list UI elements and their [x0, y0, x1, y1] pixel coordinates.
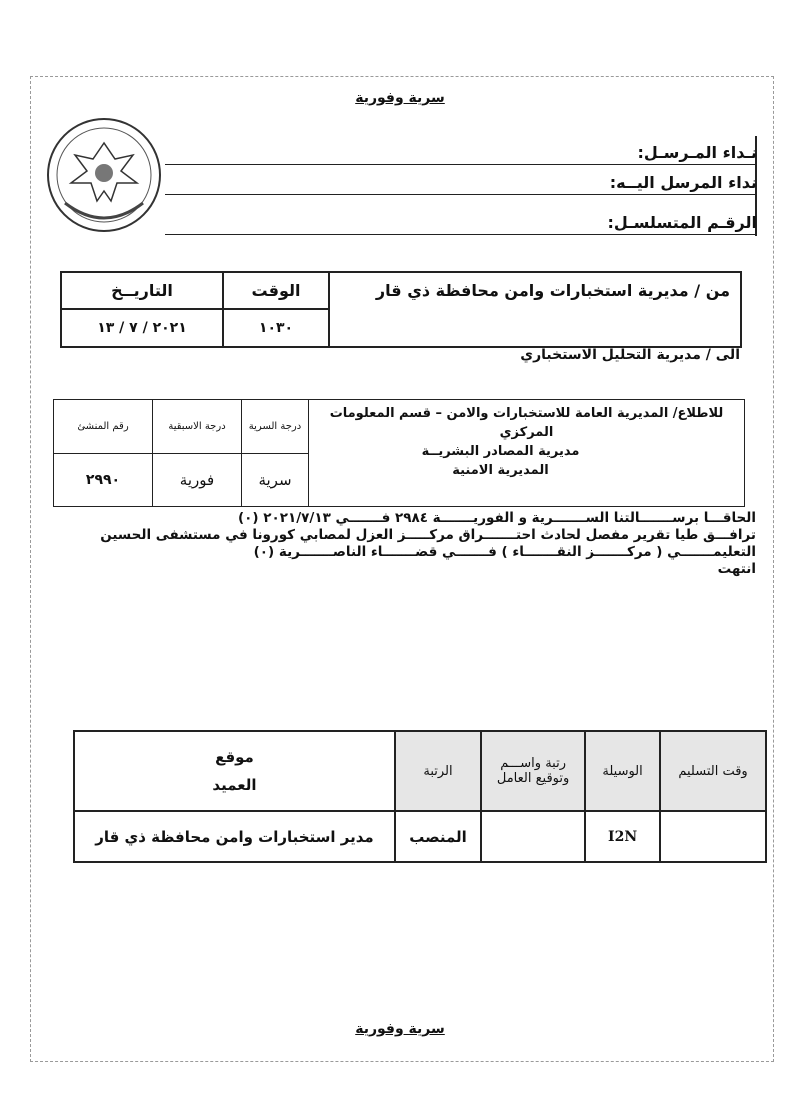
- info-recipients: للاطلاع/ المديرية العامة للاستخبارات والامن – قسم المعلومات المركزي مديرية المصادر البشريــة المديرية الامنية: [309, 400, 745, 507]
- body-line: الحاقـــا برســـــــالتنا الســـــــرية و الفوريـــــــة ٢٩٨٤ فـــــــي ٢٠٢١/٧/١٣ (٠): [237, 510, 756, 526]
- secrecy-value: سرية: [242, 454, 309, 507]
- header-classification: سرية وفورية: [355, 90, 445, 106]
- secrecy-header: درجة السرية: [242, 400, 309, 454]
- origin-number-value: ٢٩٩٠: [54, 454, 153, 507]
- body-line: التعليمـــــــي ( مركـــــــز النقـــــــاء ) فـــــــي قضـــــــاء الناصـــــــرية (٠): [253, 544, 756, 560]
- delivery-time-value: [660, 811, 766, 862]
- body-line: انتهت: [717, 561, 756, 577]
- from-table: [60, 271, 742, 348]
- origin-number-header: رقم المنشئ: [54, 400, 153, 454]
- footer-classification: سرية وفورية: [355, 1021, 445, 1037]
- from-label: من / مديرية استخبارات وامن محافظة ذي قار: [329, 272, 741, 347]
- recipient-call-field: نداء المرسل اليــه:: [165, 166, 757, 195]
- info-table: [53, 399, 745, 507]
- to-line: الى / مديرية التحليل الاستخباري: [520, 347, 740, 363]
- date-value: ٢٠٢١ / ٧ / ١٣: [61, 309, 223, 347]
- rank-header: الرتبة: [395, 731, 481, 811]
- rank-value: المنصب: [395, 811, 481, 862]
- serial-number-field: الرقـم المتسلسـل:: [165, 206, 757, 235]
- body-line: ترافـــق طيا تقرير مفصل لحادث احتـــــــراق مركـــــز العزل لمصابي كورونا في مستشفى الحسين: [100, 527, 756, 543]
- seal-emblem-icon: [45, 113, 163, 243]
- priority-header: درجة الاسبقية: [153, 400, 242, 454]
- time-header: الوقت: [223, 272, 329, 309]
- signed-value: مدير استخبارات وامن محافظة ذي قار: [74, 811, 395, 862]
- means-value: I2N: [585, 811, 660, 862]
- call-fields: [165, 136, 757, 236]
- date-header: التاريــخ: [61, 272, 223, 309]
- sender-call-field: نـداء المـرسـل:: [165, 136, 757, 165]
- worker-value: [481, 811, 585, 862]
- signature-table: [73, 730, 767, 863]
- delivery-time-header: وقت التسليم: [660, 731, 766, 811]
- worker-header: رتبة واســـم وتوقيع العامل: [481, 731, 585, 811]
- priority-value: فورية: [153, 454, 242, 507]
- means-header: الوسيلة: [585, 731, 660, 811]
- time-value: ١٠٣٠: [223, 309, 329, 347]
- signed-header: موقع العميد: [74, 731, 395, 811]
- message-body: [62, 510, 756, 578]
